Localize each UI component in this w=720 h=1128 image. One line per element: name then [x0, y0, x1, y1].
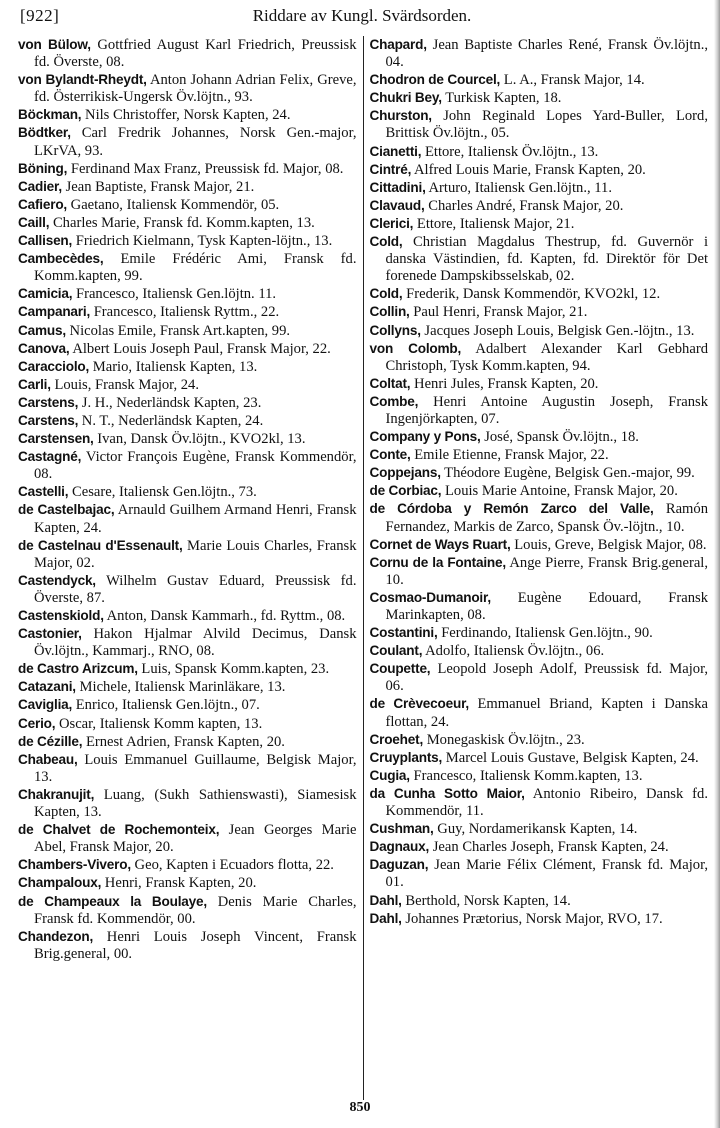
- register-entry: [18, 678, 357, 696]
- entry-surname: de Champeaux la Boulaye,: [18, 893, 207, 909]
- entry-details: Emile Frédéric Ami, Fransk fd. Komm.kapten, 99.: [34, 251, 357, 285]
- page-header: [14, 4, 710, 34]
- register-entry: [370, 322, 709, 340]
- register-entry: [18, 501, 357, 536]
- register-entry: [370, 589, 709, 624]
- register-entry: [370, 856, 709, 891]
- page-edge-shadow: [714, 0, 720, 1128]
- entry-details: Eugène Edouard, Fransk Marinkapten, 08.: [385, 589, 708, 623]
- entry-surname: Chandezon,: [18, 928, 94, 944]
- entry-details: Anton, Dansk Kammarh., fd. Ryttm., 08.: [103, 608, 346, 624]
- register-entry: [370, 161, 709, 179]
- register-entry: [18, 786, 357, 821]
- entry-surname: Dahl,: [369, 892, 402, 908]
- register-entry: [18, 660, 357, 678]
- entry-surname: Chambers-Vivero,: [18, 857, 131, 873]
- entry-surname: Churston,: [369, 108, 432, 124]
- entry-details: Emile Etienne, Fransk Major, 22.: [410, 447, 609, 464]
- entry-details: Francesco, Italiensk Ryttm., 22.: [90, 304, 280, 321]
- entry-details: Mario, Italiensk Kapten, 13.: [89, 358, 258, 375]
- entry-surname: Cadier,: [18, 178, 62, 194]
- register-entry: [18, 448, 357, 483]
- register-entry: [18, 715, 357, 733]
- entry-details: José, Spansk Öv.löjtn., 18.: [480, 429, 639, 446]
- entry-details: Michele, Italiensk Marinläkare, 13.: [75, 679, 286, 696]
- entry-details: Louis Emmanuel Guillaume, Belgisk Major, 13.: [34, 751, 357, 785]
- register-entry: [370, 89, 709, 107]
- page-title: Riddare av Kungl. Svärdsorden.: [252, 6, 472, 25]
- register-entry: [370, 143, 709, 161]
- entry-details: Geo, Kapten i Ecuadors flotta, 22.: [130, 857, 334, 874]
- entry-details: Oscar, Italiensk Komm kapten, 13.: [55, 715, 263, 732]
- entry-surname: Combe,: [369, 393, 419, 409]
- entry-surname: de Crèvecoeur,: [369, 696, 470, 712]
- entry-details: Albert Louis Joseph Paul, Fransk Major, 22.: [69, 340, 331, 357]
- entry-surname: Cruyplants,: [369, 749, 443, 765]
- entry-details: Henri Louis Joseph Vincent, Fransk Brig.general, 00.: [34, 928, 357, 962]
- entry-surname: Chukri Bey,: [369, 90, 442, 106]
- register-entry: [370, 464, 709, 482]
- entry-details: Johannes Prætorius, Norsk Major, RVO, 17.: [401, 910, 663, 927]
- entry-surname: Cittadini,: [369, 179, 426, 195]
- register-entry: [18, 625, 357, 660]
- entry-details: Frederik, Dansk Kommendör, KVO2kl, 12.: [402, 286, 661, 303]
- entry-details: Gottfried August Karl Friedrich, Preussisk fd. Överste, 08.: [34, 37, 357, 71]
- entry-details: Ernest Adrien, Fransk Kapten, 20.: [82, 733, 285, 750]
- entry-surname: Camicia,: [18, 286, 73, 302]
- entry-surname: Cornu de la Fontaine,: [369, 554, 506, 570]
- register-entry: [18, 537, 357, 572]
- register-entry: [18, 196, 357, 214]
- entry-details: Denis Marie Charles, Fransk fd. Kommendör, 00.: [34, 893, 357, 927]
- entry-surname: Cafiero,: [18, 196, 68, 212]
- register-entry: [370, 536, 709, 554]
- entry-surname: Callisen,: [18, 233, 73, 249]
- entry-details: Louis, Fransk Major, 24.: [50, 376, 199, 393]
- register-entry: [18, 214, 357, 232]
- entry-details: N. T., Nederländsk Kapten, 24.: [78, 412, 264, 429]
- register-entry: [18, 358, 357, 376]
- entry-details: Jean Charles Joseph, Fransk Kapten, 24.: [429, 839, 669, 856]
- register-entry: [18, 178, 357, 196]
- entry-surname: Daguzan,: [369, 857, 429, 873]
- register-entry: [18, 821, 357, 856]
- entry-details: Ivan, Dansk Öv.löjtn., KVO2kl, 13.: [93, 431, 306, 448]
- entry-details: Marcel Louis Gustave, Belgisk Kapten, 24.: [442, 749, 699, 766]
- entry-details: Wilhelm Gustav Eduard, Preussisk fd. Överste, 87.: [34, 572, 357, 606]
- entry-details: Francesco, Italiensk Gen.löjtn. 11.: [72, 286, 277, 303]
- register-entry: [370, 179, 709, 197]
- entry-details: Ettore, Italiensk Major, 21.: [413, 215, 575, 232]
- register-entry: [18, 340, 357, 358]
- entry-details: Ferdinand Max Franz, Preussisk fd. Major, 08.: [67, 160, 344, 177]
- register-entry: [18, 874, 357, 892]
- register-entry: [370, 197, 709, 215]
- entry-details: Louis, Greve, Belgisk Major, 08.: [510, 536, 707, 553]
- entry-details: Arturo, Italiensk Gen.löjtn., 11.: [425, 179, 612, 196]
- register-entry: [370, 820, 709, 838]
- entry-surname: Chodron de Courcel,: [369, 72, 501, 88]
- register-entry: [18, 607, 357, 625]
- entry-surname: Clavaud,: [369, 197, 425, 213]
- entry-surname: Castelli,: [18, 484, 69, 500]
- entry-surname: Collin,: [369, 304, 410, 320]
- entry-surname: Cold,: [369, 286, 403, 302]
- entry-surname: Cosmao-Dumanoir,: [369, 589, 491, 605]
- register-entry: [18, 160, 357, 178]
- entry-surname: Canova,: [18, 340, 70, 356]
- register-entry: [18, 430, 357, 448]
- entry-details: Gaetano, Italiensk Kommendör, 05.: [67, 196, 280, 213]
- entry-details: Cesare, Italiensk Gen.löjtn., 73.: [68, 484, 257, 501]
- register-entry: [370, 393, 709, 428]
- register-entry: [370, 731, 709, 749]
- entry-details: Adolfo, Italiensk Öv.löjtn., 06.: [422, 643, 605, 660]
- entry-surname: Coppejans,: [369, 465, 441, 481]
- entry-details: J. H., Nederländsk Kapten, 23.: [78, 394, 262, 411]
- entry-surname: von Bülow,: [18, 37, 91, 52]
- register-entry: [18, 572, 357, 607]
- entry-surname: Chapard,: [369, 37, 427, 52]
- register-entry: [370, 749, 709, 767]
- entry-details: Ferdinando, Italiensk Gen.löjtn., 90.: [437, 625, 653, 642]
- entry-surname: Caracciolo,: [18, 358, 90, 374]
- register-entry: [370, 910, 709, 928]
- entry-surname: Dagnaux,: [369, 839, 430, 855]
- entry-details: Louis Marie Antoine, Fransk Major, 20.: [441, 483, 678, 500]
- entry-surname: Company y Pons,: [369, 429, 481, 445]
- entry-surname: Cianetti,: [369, 143, 422, 159]
- register-entry: [18, 322, 357, 340]
- entry-details: Henri Antoine Augustin Joseph, Fransk Ingenjörkapten, 07.: [385, 393, 708, 427]
- register-entry: [370, 624, 709, 642]
- entry-surname: Castenskiold,: [18, 608, 104, 623]
- register-entry: [18, 394, 357, 412]
- entry-surname: Carstensen,: [18, 431, 94, 447]
- register-entry: [370, 340, 709, 375]
- register-entry: [18, 483, 357, 501]
- entry-details: Jacques Joseph Louis, Belgisk Gen.-löjtn., 13.: [420, 322, 695, 339]
- entry-surname: Catazani,: [18, 679, 76, 695]
- register-entry: [18, 36, 357, 71]
- entry-surname: Chakranujit,: [18, 786, 95, 802]
- entry-details: Ramón Fernandez, Markis de Zarco, Spansk Öv.-löjtn., 10.: [385, 501, 708, 535]
- entry-surname: Campanari,: [18, 304, 91, 320]
- entry-details: Jean Marie Félix Clément, Fransk fd. Major, 01.: [385, 857, 708, 891]
- entry-surname: von Bylandt-Rheydt,: [18, 72, 147, 88]
- entry-surname: Dahl,: [369, 910, 402, 926]
- left-column: [18, 36, 363, 1100]
- register-entry: [18, 285, 357, 303]
- entry-details: Berthold, Norsk Kapten, 14.: [401, 892, 571, 909]
- register-entry: [18, 303, 357, 321]
- register-entry: [370, 482, 709, 500]
- entry-surname: von Colomb,: [369, 340, 462, 356]
- entry-surname: Cushman,: [369, 821, 434, 837]
- entry-surname: de Córdoba y Remón Zarco del Valle,: [369, 501, 654, 517]
- two-column-body: [18, 36, 708, 1100]
- page-number: [922]: [20, 6, 60, 25]
- register-entry: [370, 303, 709, 321]
- entry-surname: Collyns,: [369, 322, 421, 338]
- register-entry: [370, 660, 709, 695]
- register-entry: [370, 838, 709, 856]
- entry-surname: de Castelnau d'Essenault,: [18, 537, 183, 553]
- entry-surname: Carli,: [18, 376, 51, 392]
- entry-surname: Cerio,: [18, 715, 56, 731]
- entry-details: Henri Jules, Fransk Kapten, 20.: [410, 375, 599, 392]
- register-entry: [370, 285, 709, 303]
- register-entry: [370, 71, 709, 89]
- register-entry: [18, 232, 357, 250]
- entry-surname: Böckman,: [18, 107, 82, 123]
- entry-details: Ange Pierre, Fransk Brig.general, 10.: [385, 554, 708, 588]
- entry-surname: Chabeau,: [18, 751, 78, 767]
- entry-details: Henri, Fransk Kapten, 20.: [101, 875, 257, 892]
- entry-details: Arnauld Guilhem Armand Henri, Fransk Kapten, 24.: [34, 502, 357, 536]
- register-entry: [370, 500, 709, 535]
- entry-details: Antonio Ribeiro, Dansk fd. Kommendör, 11.: [385, 785, 708, 820]
- register-entry: [370, 785, 709, 820]
- register-entry: [18, 696, 357, 714]
- register-entry: [18, 376, 357, 394]
- entry-surname: Castendyck,: [18, 572, 96, 588]
- entry-details: Jean Baptiste Charles René, Fransk Öv.löjtn., 04.: [385, 37, 708, 71]
- entry-surname: Caill,: [18, 214, 50, 230]
- entry-details: Luis, Spansk Komm.kapten, 23.: [137, 661, 330, 678]
- entry-details: Paul Henri, Fransk Major, 21.: [409, 304, 588, 321]
- register-entry: [18, 928, 357, 963]
- entry-surname: Camus,: [18, 322, 66, 338]
- register-entry: [18, 893, 357, 928]
- entry-details: Enrico, Italiensk Gen.löjtn., 07.: [72, 697, 260, 714]
- entry-surname: Böning,: [18, 160, 68, 176]
- entry-details: Monegaskisk Öv.löjtn., 23.: [423, 731, 585, 748]
- footer-page-number: 850: [349, 1100, 371, 1115]
- entry-details: Jean Georges Marie Abel, Fransk Major, 20.: [34, 822, 357, 856]
- register-entry: [18, 412, 357, 430]
- entry-details: L. A., Fransk Major, 14.: [500, 72, 645, 89]
- entry-details: Leopold Joseph Adolf, Preussisk fd. Major, 06.: [385, 661, 708, 695]
- entry-details: Alfred Louis Marie, Fransk Kapten, 20.: [411, 161, 646, 178]
- register-entry: [18, 856, 357, 874]
- entry-details: Guy, Nordamerikansk Kapten, 14.: [433, 821, 638, 838]
- entry-details: Christian Magdalus Thestrup, fd. Guvernör i danska Västindien, fd. Kapten, fd. Direktör för Det forenede Dampskibsselskab, 02.: [385, 234, 708, 285]
- entry-surname: de Corbiac,: [369, 483, 442, 499]
- entry-surname: da Cunha Sotto Maior,: [369, 785, 525, 801]
- register-entry: [370, 892, 709, 910]
- entry-surname: de Chalvet de Rochemonteix,: [18, 822, 220, 838]
- entry-details: Emmanuel Briand, Kapten i Danska flottan, 24.: [385, 696, 708, 730]
- entry-details: Hakon Hjalmar Alvild Decimus, Dansk Öv.löjtn., Kammarj., RNO, 08.: [34, 626, 357, 660]
- entry-details: Carl Fredrik Johannes, Norsk Gen.-major, LKrVA, 93.: [34, 125, 357, 159]
- register-entry: [18, 733, 357, 751]
- entry-details: Charles André, Fransk Major, 20.: [424, 197, 624, 214]
- register-entry: [18, 71, 357, 106]
- entry-details: Jean Baptiste, Fransk Major, 21.: [61, 178, 255, 195]
- register-entry: [370, 36, 709, 71]
- entry-details: Anton Johann Adrian Felix, Greve, fd. Österrikisk-Ungersk Öv.löjtn., 93.: [34, 72, 357, 106]
- entry-surname: Coulant,: [369, 643, 423, 659]
- entry-details: Nicolas Emile, Fransk Art.kapten, 99.: [65, 322, 291, 339]
- entry-details: Luang, (Sukh Sathienswasti), Siamesisk Kapten, 13.: [34, 786, 357, 821]
- register-entry: [370, 767, 709, 785]
- entry-surname: Coupette,: [369, 661, 431, 677]
- register-entry: [370, 695, 709, 730]
- register-entry: [18, 250, 357, 285]
- entry-surname: Croehet,: [369, 731, 424, 747]
- register-entry: [370, 642, 709, 660]
- entry-details: Théodore Eugène, Belgisk Gen.-major, 99.: [440, 465, 695, 482]
- register-entry: [18, 106, 357, 124]
- entry-surname: Coltat,: [369, 375, 411, 391]
- entry-surname: de Castro Arizcum,: [18, 661, 138, 677]
- register-entry: [370, 446, 709, 464]
- entry-surname: Costantini,: [369, 625, 438, 641]
- entry-details: Friedrich Kielmann, Tysk Kapten-löjtn., 13.: [72, 233, 333, 250]
- entry-details: Nils Christoffer, Norsk Kapten, 24.: [81, 107, 291, 124]
- register-entry: [370, 215, 709, 233]
- entry-details: Francesco, Italiensk Komm.kapten, 13.: [409, 767, 643, 784]
- entry-surname: Bödtker,: [18, 125, 71, 141]
- entry-surname: Conte,: [369, 447, 411, 463]
- entry-surname: Cambecèdes,: [18, 251, 104, 267]
- entry-details: Turkisk Kapten, 18.: [441, 90, 562, 107]
- register-entry: [18, 124, 357, 159]
- entry-surname: Castonier,: [18, 626, 82, 642]
- entry-details: Adalbert Alexander Karl Gebhard Christoph, Tysk Komm.kapten, 94.: [385, 340, 708, 374]
- register-entry: [18, 751, 357, 786]
- entry-details: John Reginald Lopes Yard-Buller, Lord, Brittisk Öv.löjtn., 05.: [385, 108, 708, 142]
- entry-surname: Cold,: [369, 234, 403, 250]
- entry-surname: Cornet de Ways Ruart,: [369, 536, 511, 552]
- entry-details: Victor François Eugène, Fransk Kommendör, 08.: [34, 449, 357, 483]
- entry-surname: Carstens,: [18, 394, 79, 410]
- entry-details: Marie Louis Charles, Fransk Major, 02.: [34, 537, 357, 571]
- entry-surname: Clerici,: [369, 215, 414, 231]
- entry-details: Charles Marie, Fransk fd. Komm.kapten, 13.: [49, 214, 315, 231]
- entry-surname: Castagné,: [18, 449, 82, 465]
- register-entry: [370, 233, 709, 285]
- entry-surname: de Cézille,: [18, 733, 83, 749]
- register-entry: [370, 107, 709, 142]
- entry-surname: Caviglia,: [18, 697, 73, 713]
- entry-surname: Champaloux,: [18, 875, 102, 891]
- entry-surname: de Castelbajac,: [18, 502, 115, 518]
- entry-surname: Cugia,: [369, 767, 410, 783]
- entry-details: Ettore, Italiensk Öv.löjtn., 13.: [421, 143, 599, 160]
- entry-surname: Carstens,: [18, 412, 79, 428]
- right-column: [363, 36, 709, 1100]
- register-entry: [370, 428, 709, 446]
- register-entry: [370, 554, 709, 589]
- entry-surname: Cintré,: [369, 161, 412, 177]
- register-entry: [370, 375, 709, 393]
